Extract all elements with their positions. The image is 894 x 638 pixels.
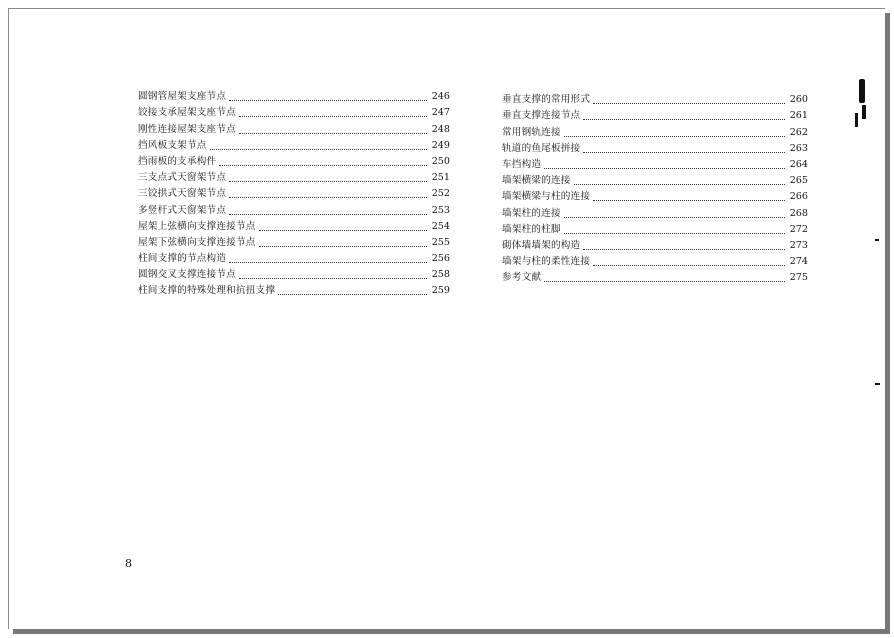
toc-entry	[138, 217, 450, 233]
toc-entry	[502, 122, 808, 138]
toc-entry	[502, 236, 808, 252]
toc-entry-page: 262	[789, 126, 808, 138]
toc-leader	[229, 181, 427, 182]
toc-entry-title: 圆钢管屋架支座节点	[138, 91, 227, 103]
scan-artifact	[859, 79, 865, 103]
toc-entry-title: 轨道的鱼尾板拼接	[502, 142, 581, 154]
toc-leader	[583, 119, 785, 120]
toc-entry	[138, 168, 450, 184]
toc-leader	[239, 116, 427, 117]
toc-entry-title: 墙架与柱的柔性连接	[502, 256, 591, 268]
toc-entry-page: 259	[431, 285, 450, 297]
page-number: 8	[125, 557, 132, 570]
toc-entry-title: 挡风板支架节点	[138, 139, 207, 151]
toc-entry-title: 柱间支撑的节点构造	[138, 253, 227, 265]
toc-entry	[502, 220, 808, 236]
toc-entry-page: 254	[431, 220, 450, 232]
toc-entry-page: 250	[431, 155, 450, 167]
toc-entry-page: 246	[431, 91, 450, 103]
toc-leader	[210, 149, 427, 150]
toc-entry-title: 挡雨板的支承构件	[138, 155, 217, 167]
toc-entry-title: 圆钢交叉支撑连接节点	[138, 269, 236, 281]
toc-leader	[229, 100, 427, 101]
toc-leader	[593, 103, 785, 104]
toc-entry-page: 272	[789, 223, 808, 235]
toc-leader	[229, 214, 427, 215]
toc-leader	[259, 246, 427, 247]
toc-entry-page: 252	[431, 188, 450, 200]
toc-entry-title: 常用钢轨连接	[502, 126, 561, 138]
scan-artifact	[875, 239, 879, 241]
toc-leader	[593, 200, 785, 201]
toc-entry-title: 屋架下弦横向支撑连接节点	[138, 236, 256, 248]
toc-entry	[138, 265, 450, 281]
toc-leader	[229, 262, 427, 263]
toc-entry	[502, 187, 808, 203]
toc-entry-page: 261	[789, 110, 808, 122]
toc-leader	[574, 184, 785, 185]
scan-artifact	[862, 105, 866, 119]
toc-entry-page: 266	[789, 191, 808, 203]
toc-entry-title: 墙架柱的连接	[502, 207, 561, 219]
toc-left-column	[138, 87, 450, 297]
toc-right-column	[502, 90, 808, 284]
toc-entry-title: 三支点式天窗架节点	[138, 172, 227, 184]
toc-entry	[138, 103, 450, 119]
toc-entry	[138, 249, 450, 265]
toc-entry-title: 刚性连接屋架支座节点	[138, 123, 236, 135]
toc-entry-page: 248	[431, 123, 450, 135]
toc-leader	[583, 249, 785, 250]
toc-entry	[502, 139, 808, 155]
toc-leader	[219, 165, 427, 166]
toc-leader	[259, 230, 427, 231]
toc-entry	[502, 155, 808, 171]
toc-leader	[278, 294, 427, 295]
toc-leader	[593, 265, 785, 266]
toc-entry	[138, 87, 450, 103]
toc-leader	[239, 133, 427, 134]
scan-artifact	[855, 113, 858, 127]
toc-entry	[502, 171, 808, 187]
toc-entry-page: 275	[789, 272, 808, 284]
toc-entry-title: 垂直支撑的常用形式	[502, 94, 591, 106]
toc-entry	[138, 152, 450, 168]
toc-entry-page: 249	[431, 139, 450, 151]
toc-entry	[502, 90, 808, 106]
toc-entry-title: 墙架横梁的连接	[502, 175, 571, 187]
toc-entry	[502, 252, 808, 268]
toc-entry-title: 铰接支承屋架支座节点	[138, 107, 236, 119]
toc-entry	[138, 233, 450, 249]
toc-leader	[583, 152, 785, 153]
toc-leader	[564, 217, 785, 218]
toc-entry-title: 车挡构造	[502, 158, 542, 170]
toc-entry-title: 多竖杆式天窗架节点	[138, 204, 227, 216]
scan-artifact	[875, 383, 880, 385]
toc-entry	[138, 281, 450, 297]
toc-entry-title: 砌体墙墙架的构造	[502, 239, 581, 251]
toc-entry-page: 273	[789, 239, 808, 251]
toc-entry	[138, 119, 450, 135]
toc-entry-page: 263	[789, 142, 808, 154]
toc-entry	[502, 268, 808, 284]
toc-entry-page: 268	[789, 207, 808, 219]
toc-entry-page: 265	[789, 175, 808, 187]
toc-entry-page: 258	[431, 269, 450, 281]
toc-leader	[564, 233, 785, 234]
toc-entry-title: 参考文献	[502, 272, 542, 284]
toc-entry-title: 墙架柱的柱脚	[502, 223, 561, 235]
toc-entry-page: 264	[789, 158, 808, 170]
toc-entry-page: 253	[431, 204, 450, 216]
toc-leader	[544, 281, 785, 282]
toc-entry-title: 三铰拱式天窗架节点	[138, 188, 227, 200]
toc-leader	[229, 197, 427, 198]
toc-leader	[544, 168, 785, 169]
toc-leader	[564, 136, 785, 137]
toc-entry-page: 274	[789, 256, 808, 268]
toc-entry	[502, 106, 808, 122]
toc-entry-title: 垂直支撑连接节点	[502, 110, 581, 122]
toc-entry	[138, 200, 450, 216]
toc-entry-page: 255	[431, 236, 450, 248]
toc-entry-page: 256	[431, 253, 450, 265]
toc-entry	[502, 203, 808, 219]
toc-entry-page: 251	[431, 172, 450, 184]
toc-entry-page: 260	[789, 94, 808, 106]
toc-entry-title: 墙架横梁与柱的连接	[502, 191, 591, 203]
toc-entry-title: 屋架上弦横向支撑连接节点	[138, 220, 256, 232]
document-page	[8, 8, 885, 629]
toc-leader	[239, 278, 427, 279]
toc-entry	[138, 136, 450, 152]
toc-entry	[138, 184, 450, 200]
toc-entry-page: 247	[431, 107, 450, 119]
toc-entry-title: 柱间支撑的特殊处理和抗扭支撑	[138, 285, 276, 297]
